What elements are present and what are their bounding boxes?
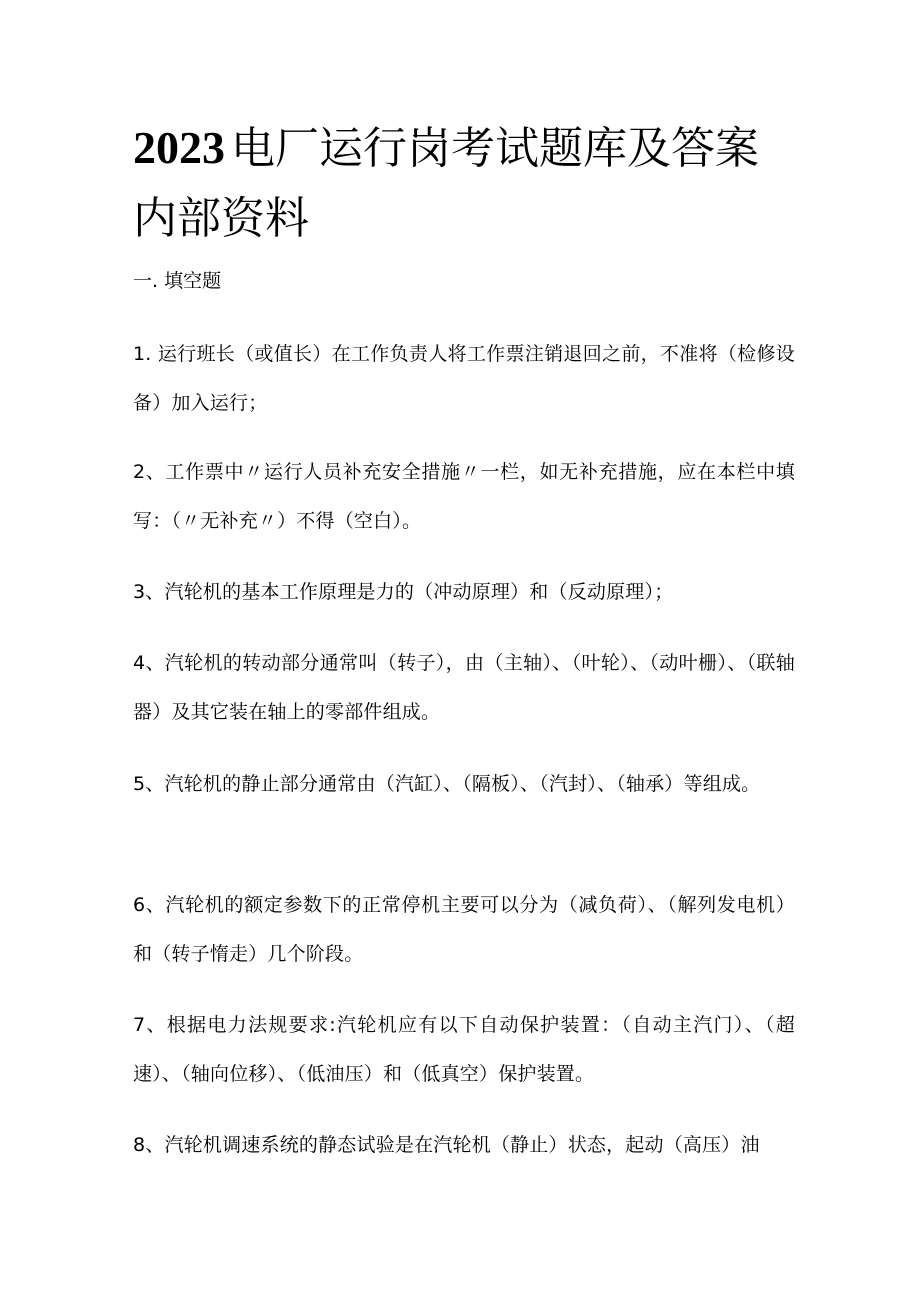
question-8: 8、汽轮机调速系统的静态试验是在汽轮机（静止）状态，起动（高压）油 [133,1134,760,1156]
question-4: 4、汽轮机的转动部分通常叫（转子），由（主轴）、（叶轮）、（动叶栅）、（联轴器）及其它装在轴上的零部件组成。 [133,652,795,723]
question-1: 1. 运行班长（或值长）在工作负责人将工作票注销退回之前，不准将（检修设备）加入运行； [133,343,795,414]
section-heading-fill-in-blank: 一. 填空题 [133,270,222,292]
title-year: 2023 [133,122,225,173]
question-6: 6、汽轮机的额定参数下的正常停机主要可以分为（减负荷）、（解列发电机）和（转子惰走）几个阶段。 [133,894,795,965]
title-text: 电厂运行岗考试题库及答案内部资料 [133,123,759,244]
question-5: 5、汽轮机的静止部分通常由（汽缸）、（隔板）、（汽封）、（轴承）等组成。 [133,773,761,795]
question-2: 2、工作票中〃运行人员补充安全措施〃一栏，如无补充措施，应在本栏中填写：（〃无补充〃）不得（空白）。 [133,461,795,532]
question-3: 3、汽轮机的基本工作原理是力的（冲动原理）和（反动原理）； [133,581,674,603]
question-7: 7、根据电力法规要求:汽轮机应有以下自动保护装置：（自动主汽门）、（超速）、（轴向位移）、（低油压）和（低真空）保护装置。 [133,1014,795,1085]
document-title [133,113,793,254]
